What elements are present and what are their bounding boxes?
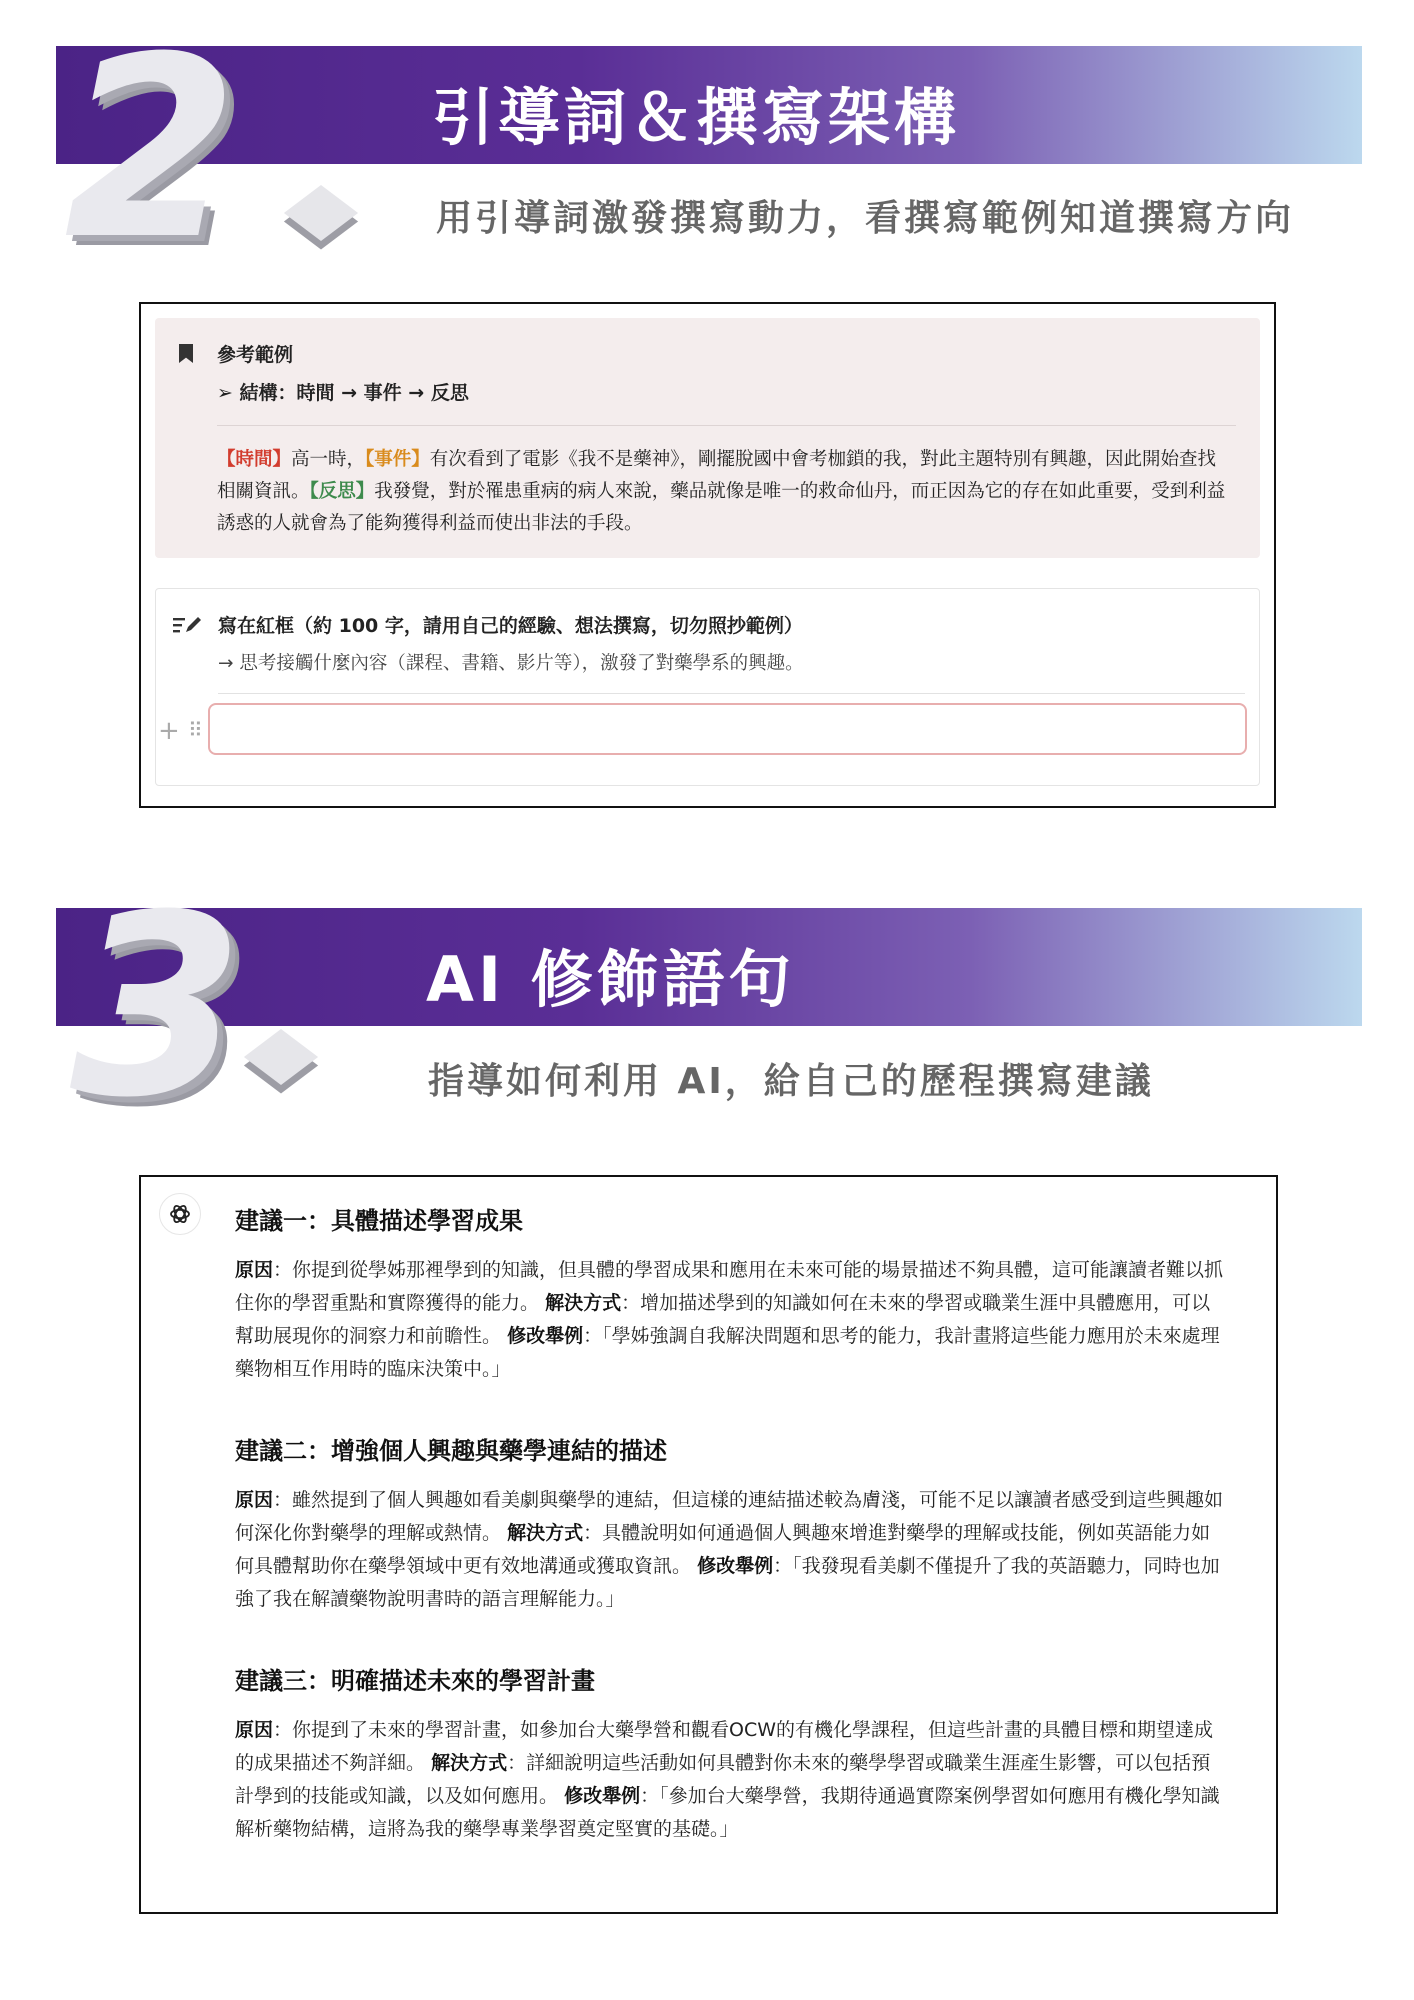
reason-text: ：雖然提到了個人興趣如看美劇與藥學的連結，但這樣的連結描述較為膚淺，可能不足以讓讀者感受到這些興趣如何深化你對藥學的理解或熱情。 xyxy=(235,1489,1224,1544)
example-text: ：「學姊強調自我解決問題和思考的能力，我計畫將這些能力應用於未來處理藥物相互作用時的臨床決策中。」 xyxy=(235,1325,1220,1380)
tag-reflect: 【反思】 xyxy=(309,481,375,502)
text-reflect: 我發覺，對於罹患重病的病人來說，藥品就像是唯一的救命仙丹，而正因為它的存在如此重要，受到利益誘惑的人就會為了能夠獲得利益而使出非法的手段。 xyxy=(217,481,1226,534)
bookmark-icon xyxy=(179,344,193,363)
solution-label: 解決方式 xyxy=(431,1752,508,1774)
drag-handle-icon[interactable]: ⠿ xyxy=(188,718,199,742)
section3-title: AI 修飾語句 xyxy=(426,943,795,1016)
example-text: ：「參加台大藥學營，我期待通過實際案例學習如何應用有機化學知識解析藥物結構，這將為我的藥學專業學習奠定堅實的基礎。」 xyxy=(235,1785,1220,1840)
suggestion-1 xyxy=(235,1201,1226,1386)
section3-subtitle: 指導如何利用 AI，給自己的歷程撰寫建議 xyxy=(428,1061,1154,1102)
reason-label: 原因 xyxy=(235,1489,274,1511)
example-label: 修改舉例 xyxy=(564,1785,641,1807)
answer-input[interactable] xyxy=(208,703,1247,755)
callout-title: 參考範例 xyxy=(217,344,294,366)
suggestion-body xyxy=(235,1714,1226,1846)
ai-suggestion-frame xyxy=(139,1175,1278,1914)
reason-label: 原因 xyxy=(235,1259,274,1281)
callout-divider xyxy=(217,425,1236,426)
tag-time: 【時間】 xyxy=(217,449,292,470)
solution-text: ：增加描述學到的知識如何在未來的學習或職業生涯中具體應用，可以幫助展現你的洞察力和前瞻性。 xyxy=(235,1292,1211,1347)
reason-text: ：你提到了未來的學習計畫，如參加台大藥學營和觀看OCW的有機化學課程，但這些計畫的具體目標和期望達成的成果描述不夠詳細。 xyxy=(235,1719,1214,1774)
section2-subtitle: 用引導詞激發撰寫動力，看撰寫範例知道撰寫方向 xyxy=(436,198,1295,239)
chatgpt-logo-icon xyxy=(168,1202,192,1226)
text-event: 有次看到了電影《我不是藥神》，剛擺脫國中會考枷鎖的我，對此主題特別有興趣，因此開始查找相關資訊。 xyxy=(217,449,1217,502)
example-label: 修改舉例 xyxy=(697,1555,774,1577)
section3-number: 3 xyxy=(70,861,244,1152)
section2-title: 引導詞＆撰寫架構 xyxy=(432,81,961,154)
callout-structure: ➢ 結構：時間 → 事件 → 反思 xyxy=(217,382,469,404)
write-hint: → 思考接觸什麼內容（課程、書籍、影片等），激發了對藥學系的興趣。 xyxy=(218,653,804,674)
chatgpt-avatar xyxy=(159,1193,201,1235)
suggestion-2 xyxy=(235,1431,1226,1616)
solution-label: 解決方式 xyxy=(545,1292,622,1314)
suggestion-3 xyxy=(235,1661,1226,1846)
section2-number-dot xyxy=(284,185,358,241)
suggestion-heading: 建議二：增強個人興趣與藥學連結的描述 xyxy=(235,1437,667,1465)
section2-example-frame xyxy=(139,302,1276,808)
example-label: 修改舉例 xyxy=(507,1325,584,1347)
write-divider xyxy=(218,693,1245,694)
example-text: ：「我發現看美劇不僅提升了我的英語聽力，同時也加強了我在解讀藥物說明書時的語言理解能力。」 xyxy=(235,1555,1220,1610)
edit-list-icon xyxy=(172,615,202,635)
callout-example-text xyxy=(217,444,1226,540)
write-instruction-title: 寫在紅框（約 100 字，請用自己的經驗、想法撰寫，切勿照抄範例） xyxy=(218,615,803,637)
reason-text: ：你提到從學姊那裡學到的知識，但具體的學習成果和應用在未來可能的場景描述不夠具體，這可能讓讀者難以抓住你的學習重點和實際獲得的能力。 xyxy=(235,1259,1224,1314)
section2-number: 2 xyxy=(64,3,238,294)
solution-label: 解決方式 xyxy=(507,1522,584,1544)
suggestion-body xyxy=(235,1484,1226,1616)
text-time: 高一時， xyxy=(291,449,366,470)
suggestion-heading: 建議三：明確描述未來的學習計畫 xyxy=(235,1667,595,1695)
suggestion-heading: 建議一：具體描述學習成果 xyxy=(235,1207,523,1235)
tag-event: 【事件】 xyxy=(365,449,430,470)
solution-text: ：具體說明如何通過個人興趣來增進對藥學的理解或技能，例如英語能力如何具體幫助你在藥學領域中更有效地溝通或獲取資訊。 xyxy=(235,1522,1211,1577)
reason-label: 原因 xyxy=(235,1719,274,1741)
write-block xyxy=(155,588,1260,786)
reference-example-callout xyxy=(155,318,1260,558)
suggestion-body xyxy=(235,1254,1226,1386)
section3-number-dot xyxy=(244,1029,318,1085)
solution-text: ：詳細說明這些活動如何具體對你未來的藥學學習或職業生涯產生影響，可以包括預計學到的技能或知識，以及如何應用。 xyxy=(235,1752,1211,1807)
add-block-icon[interactable]: + xyxy=(158,716,180,746)
